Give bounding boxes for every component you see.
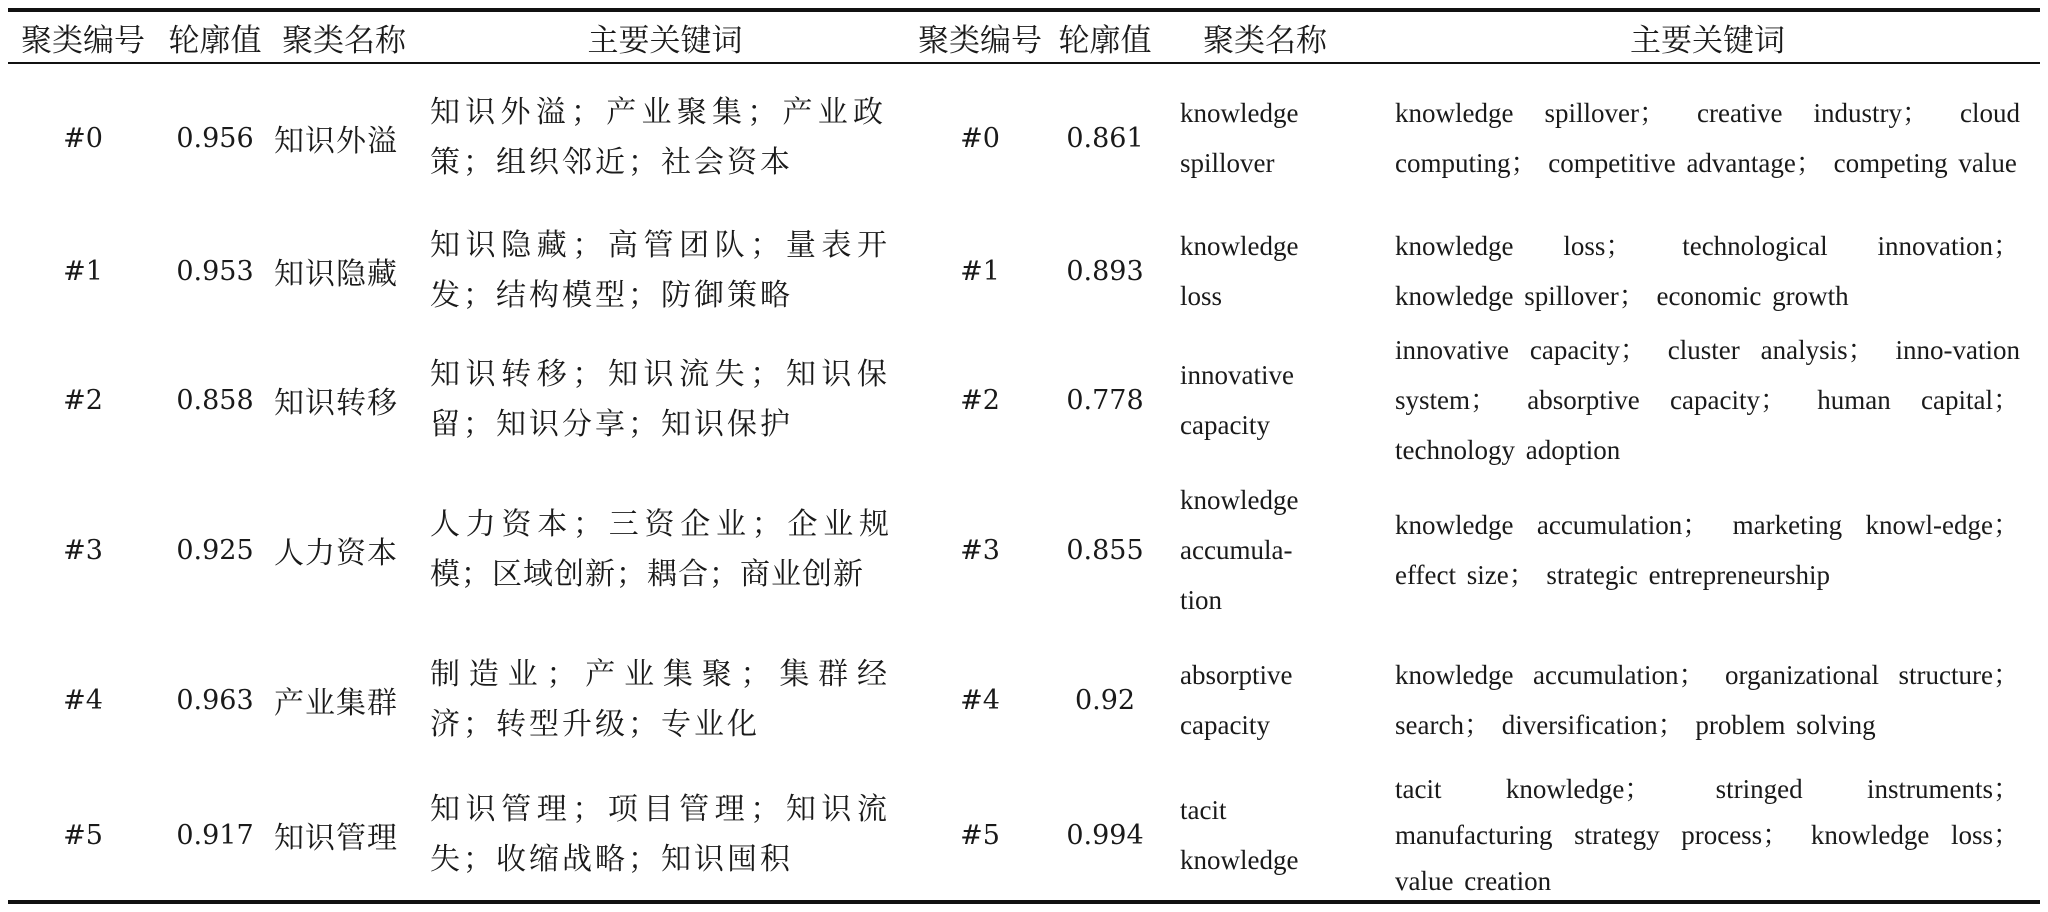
right-keywords: innovative capacity； cluster analysis； inno-vation system； absorptive capacity； human capital； technology adoption <box>1395 335 2020 465</box>
right-keywords: tacit knowledge； stringed instruments； manufacturing strategy process； knowledge loss； value creation <box>1395 774 2020 896</box>
header-cluster-name: 聚类名称 <box>282 22 406 59</box>
left-keywords: 知识外溢；产业聚集；产业政策；组织邻近；社会资本 <box>430 95 886 180</box>
right-cluster-name: tacit knowledge <box>1180 795 1299 875</box>
left-silhouette: 0.963 <box>176 684 254 716</box>
right-silhouette: 0.855 <box>1066 534 1144 566</box>
right-keywords: knowledge accumulation； organizational structure； search； diversification； problem solving <box>1395 660 2020 740</box>
right-cluster-id: #0 <box>960 122 1000 154</box>
left-cluster-name: 知识外溢 <box>274 124 398 159</box>
right-cluster-name: knowledge loss <box>1180 231 1299 311</box>
table-row <box>0 630 2048 770</box>
table-header <box>0 12 2048 62</box>
left-cluster-id: #4 <box>63 684 103 716</box>
right-cluster-name: knowledge spillover <box>1180 98 1299 178</box>
left-cluster-name: 知识隐藏 <box>274 257 398 292</box>
left-cluster-id: #3 <box>63 534 103 566</box>
right-cluster-name: knowledge accumula-tion <box>1180 485 1299 615</box>
header-silhouette: 轮廓值 <box>1058 22 1152 59</box>
right-cluster-id: #5 <box>960 819 1000 851</box>
right-silhouette: 0.994 <box>1066 819 1144 851</box>
left-keywords: 知识管理；项目管理；知识流失；收缩战略；知识囤积 <box>430 792 890 877</box>
left-cluster-name: 知识转移 <box>274 386 398 421</box>
left-silhouette: 0.917 <box>176 819 254 851</box>
left-cluster-name: 知识管理 <box>274 821 398 856</box>
left-keywords: 知识隐藏；高管团队；量表开发；结构模型；防御策略 <box>430 228 890 313</box>
right-keywords: knowledge loss； technological innovation； knowledge spillover； economic growth <box>1395 231 2020 311</box>
table-row <box>0 330 2048 470</box>
left-keywords: 人力资本；三资企业；企业规模；区域创新；耦合；商业创新 <box>430 507 890 592</box>
right-cluster-id: #3 <box>960 534 1000 566</box>
left-cluster-id: #2 <box>63 384 103 416</box>
header-cluster-id: 聚类编号 <box>21 22 145 59</box>
right-cluster-name: innovative capacity <box>1180 360 1294 440</box>
left-silhouette: 0.925 <box>176 534 254 566</box>
left-keywords: 制造业；产业集聚；集群经济；转型升级；专业化 <box>430 657 890 742</box>
right-cluster-id: #1 <box>960 255 1000 287</box>
right-cluster-id: #2 <box>960 384 1000 416</box>
table-row <box>0 212 2048 330</box>
left-keywords: 知识转移；知识流失；知识保留；知识分享；知识保护 <box>430 357 890 442</box>
table-row <box>0 64 2048 212</box>
header-keywords: 主要关键词 <box>1630 22 1785 59</box>
right-silhouette: 0.92 <box>1074 684 1136 716</box>
left-cluster-name: 产业集群 <box>274 686 398 721</box>
right-keywords: knowledge spillover； creative industry； cloud computing； competitive advantage； competing value <box>1395 98 2020 178</box>
right-cluster-name: absorptive capacity <box>1180 660 1293 740</box>
header-cluster-name: 聚类名称 <box>1203 22 1327 59</box>
left-silhouette: 0.956 <box>176 122 254 154</box>
header-silhouette: 轮廓值 <box>168 22 262 59</box>
left-cluster-name: 人力资本 <box>274 536 398 571</box>
right-cluster-id: #4 <box>960 684 1000 716</box>
left-silhouette: 0.858 <box>176 384 254 416</box>
right-keywords: knowledge accumulation； marketing knowl-edge； effect size； strategic entrepreneurship <box>1395 510 2020 590</box>
right-silhouette: 0.861 <box>1066 122 1144 154</box>
right-silhouette: 0.893 <box>1066 255 1144 287</box>
left-silhouette: 0.953 <box>176 255 254 287</box>
left-cluster-id: #1 <box>63 255 103 287</box>
table-bottom-rule <box>8 900 2040 904</box>
table-row <box>0 470 2048 630</box>
table-row <box>0 770 2048 900</box>
left-cluster-id: #5 <box>63 819 103 851</box>
header-keywords: 主要关键词 <box>587 22 743 59</box>
header-cluster-id: 聚类编号 <box>918 22 1042 59</box>
left-cluster-id: #0 <box>63 122 103 154</box>
right-silhouette: 0.778 <box>1066 384 1144 416</box>
